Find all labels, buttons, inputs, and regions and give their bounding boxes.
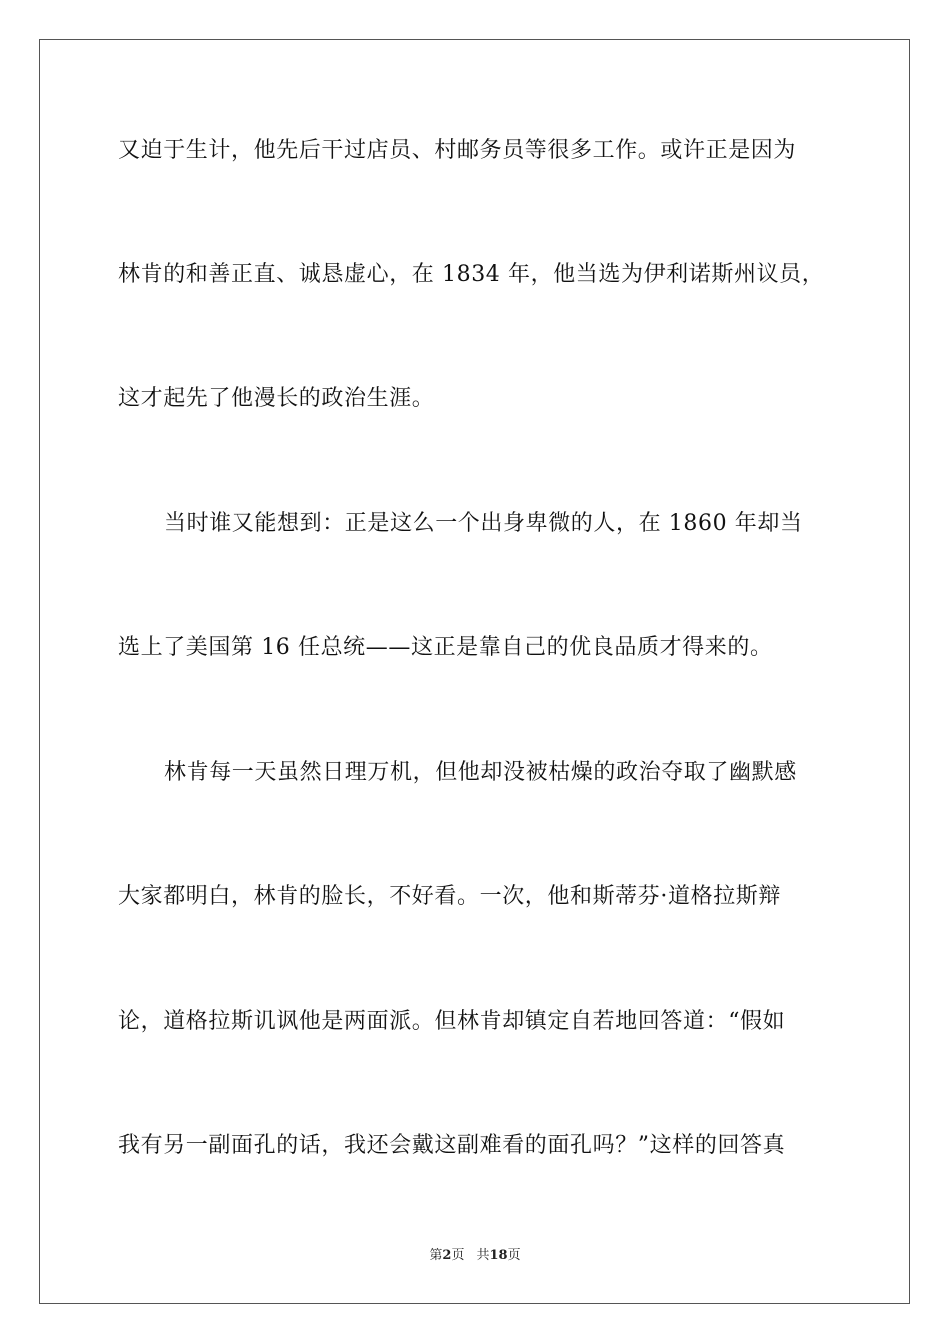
- paragraph-first-line: 当时谁又能想到：正是这么一个出身卑微的人，在 1860 年却当: [164, 511, 803, 536]
- text-line: 林肯的和善正直、诚恳虚心，在 1834 年，他当选为伊利诺斯州议员，: [118, 262, 825, 287]
- paragraph-first-line: 林肯每一天虽然日理万机，但他却没被枯燥的政治夺取了幽默感: [164, 760, 797, 785]
- text-line: 选上了美国第 16 任总统——这正是靠自己的优良品质才得来的。: [118, 635, 773, 660]
- text-line: 这才起先了他漫长的政治生涯。: [118, 386, 435, 411]
- text-line: 论，道格拉斯讥讽他是两面派。但林肯却镇定自若地回答道：“假如: [118, 1009, 786, 1034]
- text-line: 又迫于生计，他先后干过店员、村邮务员等很多工作。或许正是因为: [118, 138, 797, 163]
- total-page-count: 18: [489, 1248, 508, 1263]
- total-suffix: 页: [507, 1248, 521, 1263]
- text-line: 我有另一副面孔的话，我还会戴这副难看的面孔吗？”这样的回答真: [118, 1133, 786, 1158]
- text-line: 大家都明白，林肯的脸长，不好看。一次，他和斯蒂芬·道格拉斯辩: [118, 884, 781, 909]
- total-prefix: 共: [476, 1248, 490, 1263]
- page-border: [39, 39, 910, 1304]
- page-suffix: 页: [451, 1248, 465, 1263]
- current-page-number: 2: [442, 1248, 452, 1263]
- page-footer: [0, 1247, 950, 1265]
- page-prefix: 第: [429, 1248, 443, 1263]
